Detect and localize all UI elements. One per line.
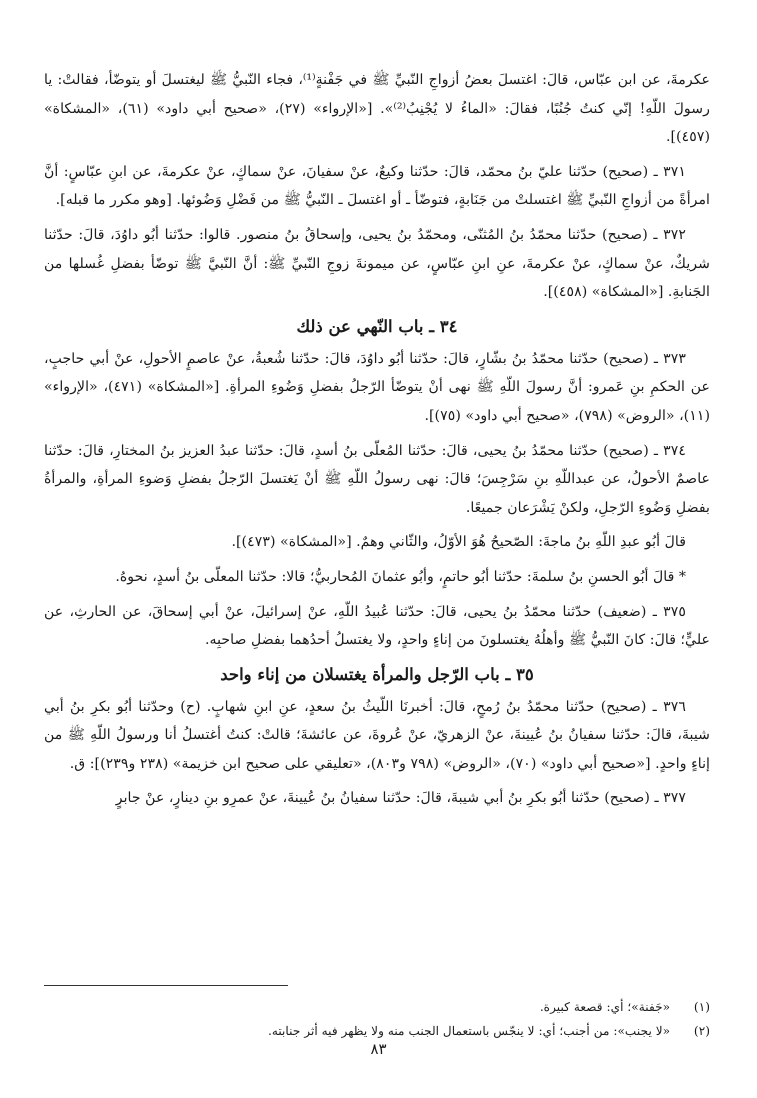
chapter-heading: ٣٤ ـ باب النّهي عن ذلك [296, 316, 458, 336]
footnote-number: (٢) [693, 1024, 710, 1038]
chapter-heading: ٣٥ ـ باب الرّجل والمرأة يغتسلان من إناء واحد [220, 664, 534, 684]
footnote-text: «لا يجنب»: من أجنب؛ أي: لا ينجّس باستعمال الجنب منه ولا يظهر فيه أثر جنابته. [267, 1024, 671, 1038]
hadith-paragraph: ٣٧٥ ـ (ضعيف) حدّثنا محمّدُ بنُ يحيى، قالَ: حدّثنا عُبيدُ اللّهِ، عنْ إسرائيلَ، عنْ أبي إسحاقَ، عن الحارثِ، عن عليٍّ؛ قالَ: كانَ النّبيُّ ﷺ وأهلُهُ يغتسلونَ من إناءٍ واحدٍ، ولا يغتسلُ أحدُهما بفضلِ صاحبِه. [44, 603, 710, 649]
hadith-paragraph: ٣٧٢ ـ (صحيح) حدّثنا محمّدُ بنُ المُثنّى، ومحمّدُ بنُ يحيى، وإسحاقُ بنُ منصور. قالوا: حدّثنا أبُو داوُدَ، قالَ: حدّثنا شريكٌ، عنْ سماكٍ، عنْ عكرمةَ، عنِ ابنِ عبّاسٍ، عن ميمونةَ زوجِ النّبيِّ ﷺ: أنَّ النّبيَّ ﷺ توضّأ بفضلِ غُسلها من الجَنابةِ. [«المشكاة» (٤٥٨)]. [44, 226, 710, 301]
page-number: ٨٣ [370, 1040, 387, 1058]
hadith-paragraph: عكرمةَ، عن ابن عبّاس، قالَ: اغتسلَ بعضُ أزواجِ النّبيِّ ﷺ في جَفْنةٍ⁽¹⁾، فجاء النّبيُّ ﷺ ليغتسلَ أو يتوضّأ، فقالتْ: يا رسولَ اللّهِ! إنّي كنتُ جُنُبًا، فقالَ: «الماءُ لا يُجْنِبُ⁽²⁾». [«الإرواء» (٢٧)، «صحيح أبي داود» (٦١)، «المشكاة» (٤٥٧)]. [44, 72, 711, 146]
hadith-paragraph: ٣٧٤ ـ (صحيح) حدّثنا محمّدُ بنُ يحيى، قالَ: حدّثنا المُعلّى بنُ أسدٍ، قالَ: حدّثنا عبدُ العزيز بنُ المختارِ، قالَ: حدّثنا عاصمٌ الأحولُ، عن عبداللّهِ بنِ سَرْجِسَ؛ قالَ: نهى رسولُ اللّهِ ﷺ أنْ يَغتسلَ الرّجلُ بفضلِ وَضوءِ المرأةِ، والمرأةُ بفضلِ وَضُوءِ الرّجلِ، ولكنْ يَشْرَعان جميعًا. [44, 442, 710, 516]
hadith-paragraph: ٣٧٧ ـ (صحيح) حدّثنا أبُو بكرِ بنُ أبي شيبةَ، قالَ: حدّثنا سفيانُ بنُ عُيينةَ، عنْ عمرِو بنِ دينارٍ، عنْ جابرٍ [115, 790, 686, 807]
footnote-text: «جَفنة»؛ أي: قصعة كبيرة. [539, 1000, 671, 1014]
footnote-divider [44, 985, 288, 986]
hadith-paragraph: * قالَ أبُو الحسنِ بنُ سلمةَ: حدّثنا أبُو حاتمٍ، وأبُو عثمانَ المُحاربيُّ؛ قالا: حدّثنا المعلّى بنُ أسدٍ، نحوهُ. [115, 568, 686, 585]
page-body [44, 66, 710, 819]
footnote-number: (١) [693, 1000, 710, 1014]
hadith-paragraph: ٣٧٣ ـ (صحيح) حدّثنا محمّدُ بنُ بشّارٍ، قالَ: حدّثنا أبُو داوُدَ، قالَ: حدّثنا شُعبةُ، عنْ عاصمٍ الأحولِ، عنْ أبي حاجبٍ، عن الحكمِ بنِ عَمرو: أنَّ رسولَ اللّهِ ﷺ نهى أنْ يتوضّأ الرّجلُ بفضلِ وَضُوءِ المرأةِ. [«المشكاة» (٤٧١)، «الإرواء» (١١)، «الروض» (٧٩٨)، «صحيح أبي داود» (٧٥)]. [44, 350, 710, 424]
footnotes [44, 995, 710, 1043]
footnote-item [44, 995, 710, 1019]
hadith-paragraph: قالَ أبُو عبدِ اللّهِ بنُ ماجةَ: الصّحيحُ هُوَ الأوّلُ، والثّاني وهمٌ. [«المشكاة» (٤٧٣)]. [231, 534, 686, 551]
hadith-paragraph: ٣٧٦ ـ (صحيح) حدّثنا محمّدُ بنُ رُمحٍ، قالَ: أخبرنَا اللّيثُ بنُ سعدٍ، عنِ ابنِ شهابٍ. (ح) وحدّثنا أبُو بكرِ بنُ أبي شيبةَ، قالَ: حدّثنا سفيانُ بنُ عُيينةَ، عنْ الزهريّ، عنْ عُروةَ، عن عائشةَ؛ قالتْ: كنتُ أغتسلُ أنا ورسولُ اللّهِ ﷺ من إناءٍ واحدٍ. [«صحيح أبي داود» (٧٠)، «الروض» (٧٩٨ و٨٠٣)، «تعليقي على صحيح ابن خزيمة» (٢٣٨ و٢٣٩)]: ق. [44, 698, 710, 772]
hadith-paragraph: ٣٧١ ـ (صحيح) حدّثنا عليّ بنُ محمّد، قالَ: حدّثنا وكيعٌ، عنْ سفيانَ، عنْ سماكٍ، عنْ عكرمةَ، عن ابنِ عبّاسٍ: أنَّ امرأةً من أزواجِ النّبيِّ ﷺ اغتسلتْ من جَنَابةٍ، فتوضّأ ـ أو اغتسلَ ـ النّبيُّ ﷺ من فَضْلِ وَضُوئها. [وهو مكرر ما قبله]. [44, 163, 710, 209]
